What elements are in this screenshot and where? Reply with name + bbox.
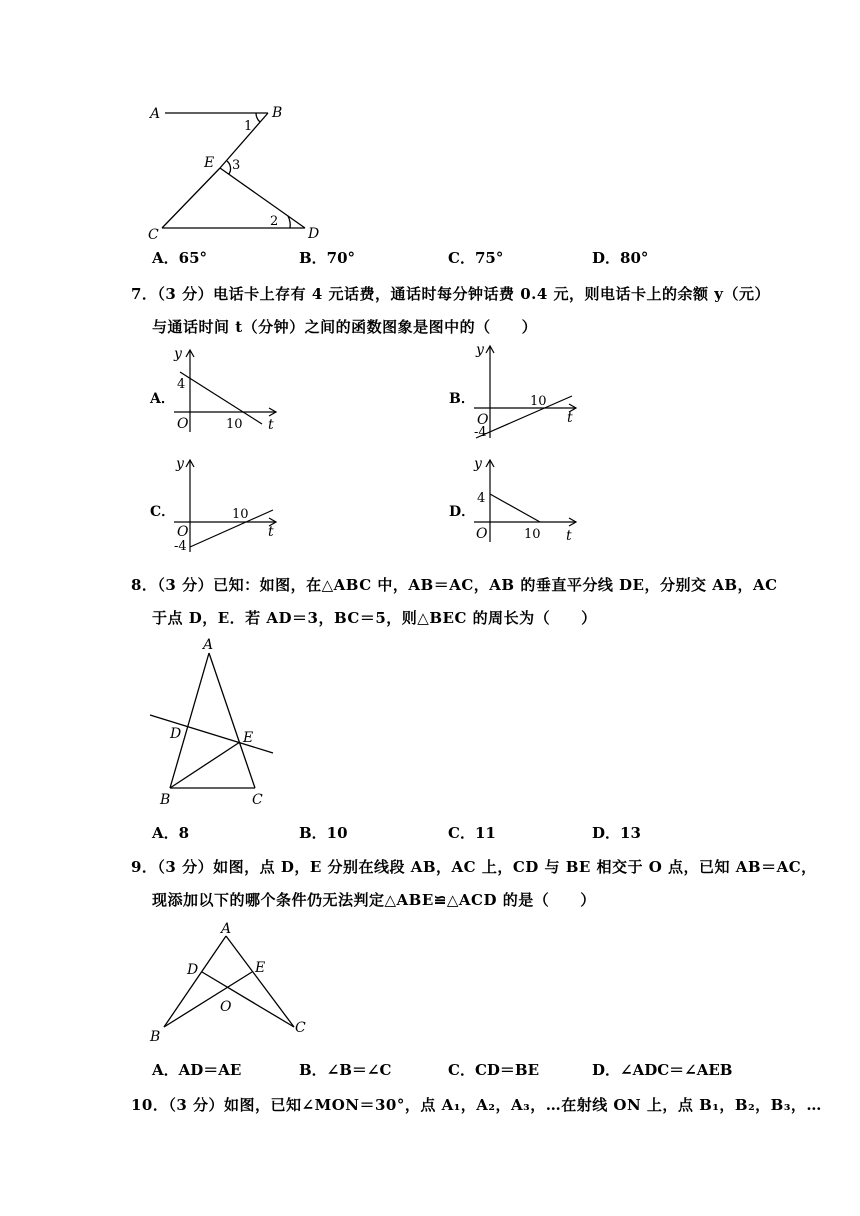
q7b-origin: O (477, 412, 489, 428)
q7c-y-label: y (176, 456, 184, 472)
q7d-tick-4: 4 (477, 491, 486, 506)
q8-label-b: B (160, 792, 171, 808)
q7a-y-label: y (174, 346, 182, 362)
q6-angle-1: 1 (244, 119, 253, 134)
q10-stem-line1: 10．（3 分）如图，已知∠MON＝30°，点 A₁，A₂，A₃，…在射线 ON 上，点 B₁，B₂，B₃，… (131, 1096, 822, 1114)
q9-label-a: A (221, 921, 232, 937)
q8-label-e: E (243, 730, 254, 746)
q8-option-b[interactable]: B．10 (299, 824, 348, 842)
q9-stem-line1: 9．（3 分）如图，点 D，E 分别在线段 AB，AC 上，CD 与 BE 相交于 O 点，已知 AB＝AC， (131, 858, 817, 876)
q6-figure (140, 95, 340, 245)
q7-stem-line2: 与通话时间 t（分钟）之间的函数图象是图中的（ ） (152, 318, 538, 336)
q7b-t-label: t (567, 410, 573, 426)
q8-option-c[interactable]: C．11 (448, 824, 496, 842)
q9-label-o: O (220, 999, 232, 1015)
q7d-origin: O (476, 526, 488, 542)
q6-label-c: C (148, 227, 159, 243)
q9-option-b[interactable]: B．∠B＝∠C (299, 1061, 392, 1079)
q9-stem-line2: 现添加以下的哪个条件仍无法判定△ABE≌△ACD 的是（ ） (152, 891, 596, 909)
q7-option-a-label[interactable]: A． (150, 391, 175, 407)
q8-stem-line2: 于点 D，E．若 AD＝3，BC＝5，则△BEC 的周长为（ ） (152, 609, 597, 627)
q9-option-a[interactable]: A．AD＝AE (152, 1061, 242, 1079)
q7-stem-line1: 7．（3 分）电话卡上存有 4 元话费，通话时每分钟话费 0.4 元，则电话卡上的余额 y（元） (131, 285, 770, 303)
q7a-tick-4: 4 (177, 377, 186, 392)
q7d-t-label: t (566, 528, 572, 544)
q8-label-c: C (252, 792, 263, 808)
q6-label-e: E (204, 155, 215, 171)
q7c-t-label: t (268, 524, 274, 540)
q8-option-a[interactable]: A．8 (152, 824, 190, 842)
q7-graph-d[interactable] (470, 452, 585, 547)
q6-label-d: D (308, 226, 320, 242)
q8-label-d: D (170, 726, 182, 742)
q7-option-d-label[interactable]: D． (449, 504, 476, 520)
q7-graph-a[interactable] (170, 342, 285, 437)
q8-figure (140, 636, 285, 811)
q6-label-a: A (150, 106, 161, 122)
q9-label-e: E (255, 960, 266, 976)
q6-option-b[interactable]: B．70° (299, 249, 356, 267)
q7d-y-label: y (474, 456, 482, 472)
q9-label-d: D (187, 962, 199, 978)
q6-option-d[interactable]: D．80° (592, 249, 649, 267)
q6-option-a[interactable]: A．65° (152, 249, 208, 267)
q9-figure (140, 918, 315, 1043)
q6-angle-2: 2 (270, 214, 279, 229)
q7-graph-c[interactable] (170, 452, 285, 557)
q8-label-a: A (203, 637, 214, 653)
q9-option-c[interactable]: C．CD＝BE (448, 1061, 539, 1079)
q6-label-b: B (272, 105, 283, 121)
q7c-tick-10: 10 (232, 507, 249, 522)
q7a-tick-10: 10 (226, 417, 243, 432)
q7-option-b-label[interactable]: B． (449, 391, 475, 407)
q7-graph-b[interactable] (470, 338, 585, 443)
q9-option-d[interactable]: D．∠ADC＝∠AEB (592, 1061, 733, 1079)
q6-option-c[interactable]: C．75° (448, 249, 504, 267)
q7b-tick-10: 10 (530, 394, 547, 409)
q7-option-c-label[interactable]: C． (150, 504, 176, 520)
q8-option-d[interactable]: D．13 (592, 824, 641, 842)
q7d-tick-10: 10 (524, 527, 541, 542)
q7c-origin: O (177, 524, 189, 540)
q7c-tick-neg4: -4 (174, 539, 187, 554)
q9-label-c: C (295, 1020, 306, 1036)
q7b-y-label: y (476, 342, 484, 358)
q9-label-b: B (150, 1029, 161, 1043)
q7a-origin: O (177, 416, 189, 432)
q8-stem-line1: 8．（3 分）已知：如图，在△ABC 中，AB＝AC，AB 的垂直平分线 DE，分别交 AB，AC (131, 576, 778, 594)
q7b-tick-neg4: -4 (474, 425, 487, 440)
q7a-t-label: t (268, 417, 274, 433)
q6-angle-3: 3 (232, 158, 241, 173)
